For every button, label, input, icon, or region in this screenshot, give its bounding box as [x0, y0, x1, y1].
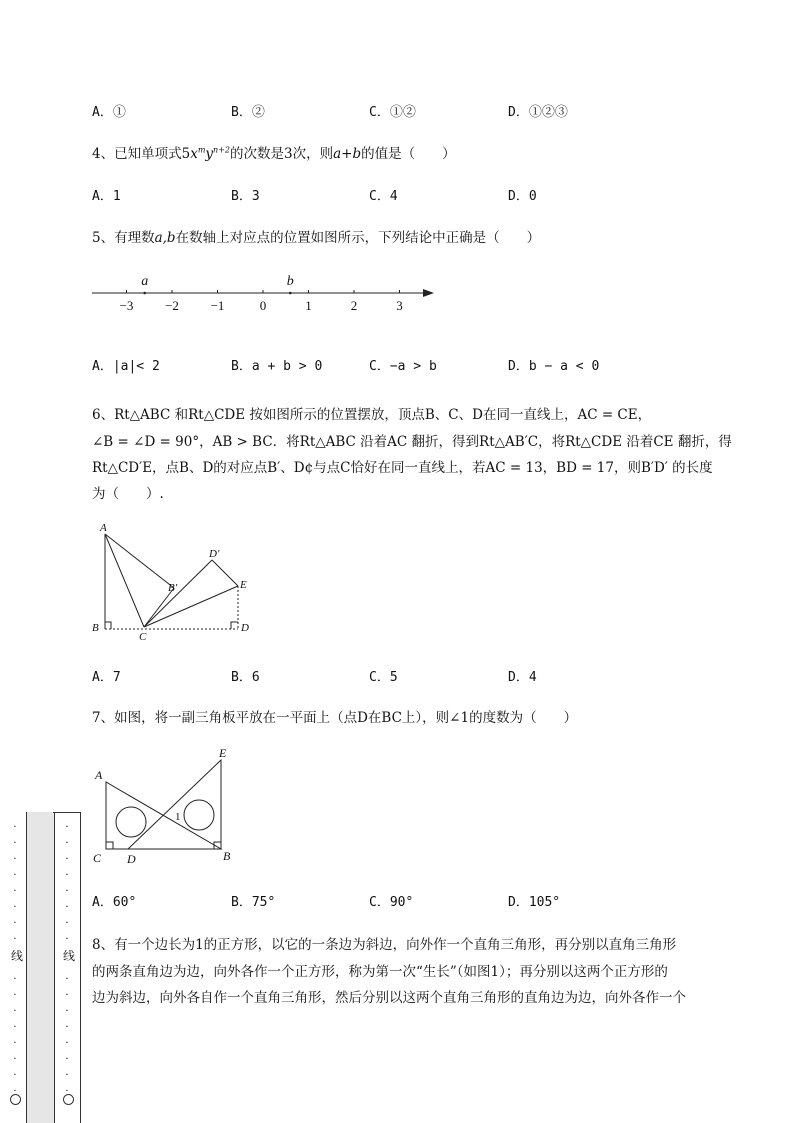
binding-right-line [80, 812, 81, 1123]
q4-text-b: 的次数是3次，则 [230, 146, 334, 162]
q7-option-d: D．105° [508, 895, 561, 910]
number-line-point-label: a [141, 274, 149, 289]
q6-option-c: C．5 [369, 670, 398, 685]
binding-strip [26, 812, 55, 1123]
q6-right-angle-d [231, 622, 238, 629]
binding-margin [0, 812, 82, 1123]
number-line-arrow-icon [423, 289, 434, 297]
binding-hole-left-icon [10, 1094, 21, 1105]
q7-figure [88, 742, 248, 867]
q3-option-d: D．①②③ [508, 105, 568, 120]
binding-dots-right-top: · · · · · · · · [65, 822, 69, 945]
q7-triangle-deb [128, 760, 221, 849]
q4-option-c: C．4 [369, 189, 398, 204]
binding-label-left: 线 [11, 949, 24, 963]
binding-label-right: 线 [63, 949, 76, 963]
q8-line-3: 边为斜边，向外各自作一个直角三角形，然后分别以这两个直角三角形的直角边为边，向外各作一个 [92, 990, 686, 1006]
q4-expr: a+b [333, 146, 362, 162]
q6-line-3: Rt△CD′E，点B、D的对应点B′、D¢与点C恰好在同一直线上，若AC = 13，BD = 17，则B′D′ 的长度 [92, 460, 713, 476]
q6-figure [88, 518, 258, 643]
q6-label-b-prime: B′ [168, 582, 178, 594]
q6-option-b: B．6 [231, 670, 260, 685]
q4-option-a: A．1 [92, 189, 121, 204]
q6-label-d-prime: D′ [209, 548, 220, 560]
q3-option-a: A．① [92, 105, 126, 120]
q3-option-c: C．①② [369, 105, 416, 120]
q7-option-c: C．90° [369, 895, 414, 910]
q4-number: 4、 [92, 146, 115, 162]
number-line-tick-label: −2 [165, 298, 179, 313]
q3-option-b: B．② [231, 105, 265, 120]
number-line-tick-label: 3 [396, 298, 403, 313]
number-line-point [143, 292, 146, 295]
q6-label-b: B [92, 622, 99, 634]
q7-angle-1-label: 1 [175, 811, 181, 823]
q4-exp-m: m [197, 145, 206, 155]
q6-line-1: 6、Rt△ABC 和Rt△CDE 按如图所示的位置摆放，顶点B、C、D在同一直线上，AC = CE， [92, 407, 652, 423]
q7-label-a: A [95, 768, 103, 782]
number-line-point-label: b [286, 274, 294, 289]
q7-label-b: B [223, 849, 231, 863]
number-line-tick-label: −3 [119, 298, 134, 313]
q6-line-2: ∠B = ∠D = 90°，AB > BC．将Rt△ABC 沿着AC 翻折，得到Rt△AB′C，将Rt△CDE 沿着CE 翻折，得 [92, 434, 732, 450]
binding-dots-right-bottom: · · · · · · · · [65, 974, 69, 1097]
q8-line-1: 8、有一个边长为1的正方形，以它的一条边为斜边，向外作一个直角三角形，再分别以直角三角形 [92, 937, 677, 953]
q6-label-e: E [240, 579, 247, 591]
q6-option-a: A．7 [92, 670, 121, 685]
number-line-point [289, 292, 292, 295]
number-line-tick-label: 2 [350, 298, 358, 313]
binding-dots-left-bottom: · · · · · · · · [13, 974, 17, 1097]
q5-option-a: A．|a|< 2 [92, 359, 160, 374]
q7-label-c: C [93, 851, 102, 865]
q5-option-d: D．b − a < 0 [508, 359, 600, 374]
q6-segment-ce [144, 586, 238, 627]
q7-circle-left [116, 807, 146, 837]
q7-option-b: B．75° [231, 895, 276, 910]
q7-question: 7、如图，将一副三角板平放在一平面上（点D在BC上），则∠1的度数为（ ） [92, 710, 578, 726]
q6-option-d: D．4 [508, 670, 537, 685]
q4-option-b: B．3 [231, 189, 260, 204]
binding-dots-left-top: · · · · · · · · [13, 822, 17, 945]
q6-segment-ab2 [105, 534, 174, 588]
q5-text-a: 5、有理数 [92, 230, 155, 246]
q4-question [92, 142, 456, 162]
number-line-tick-label: 1 [305, 298, 312, 313]
q7-right-angle-c [106, 842, 113, 849]
q8-line-2: 的两条直角边为边，向外各作一个正方形，称为第一次“生长”（如图1）；再分别以这两个正方形的 [92, 964, 668, 980]
q4-var-y: y [205, 146, 214, 162]
number-line-figure [88, 268, 448, 318]
q5-question [92, 226, 540, 246]
q5-vars: a,b [154, 230, 176, 246]
q6-segment-d2e [212, 560, 238, 586]
q5-text-b: 在数轴上对应点的位置如图所示，下列结论中正确是（ ） [175, 230, 541, 246]
q7-option-a: A．60° [92, 895, 137, 910]
q6-segment-cd2 [144, 560, 212, 627]
q4-text-a: 已知单项式5 [114, 146, 191, 162]
q4-option-d: D．0 [508, 189, 537, 204]
q6-segment-ac [105, 534, 144, 627]
q6-label-a: A [100, 522, 107, 534]
q4-text-c: 的值是（ ） [361, 146, 456, 162]
q6-line-4: 为（ ）. [92, 486, 164, 502]
q7-label-d: D [127, 852, 136, 866]
q4-exp-n: n+2 [213, 145, 230, 155]
q7-label-e: E [219, 746, 227, 760]
q7-circle-right [184, 800, 214, 830]
q6-label-d: D [241, 622, 249, 634]
binding-top-line [53, 812, 80, 813]
number-line-tick-label: −1 [210, 298, 225, 313]
q6-right-angle-b [105, 622, 111, 629]
q6-label-c: C [139, 631, 147, 643]
q4-var-x: x [190, 146, 198, 162]
binding-hole-right-icon [63, 1094, 74, 1105]
q5-option-c: C．−a > b [369, 359, 437, 374]
q5-option-b: B．a + b > 0 [231, 359, 323, 374]
number-line-tick-label: 0 [259, 298, 267, 313]
